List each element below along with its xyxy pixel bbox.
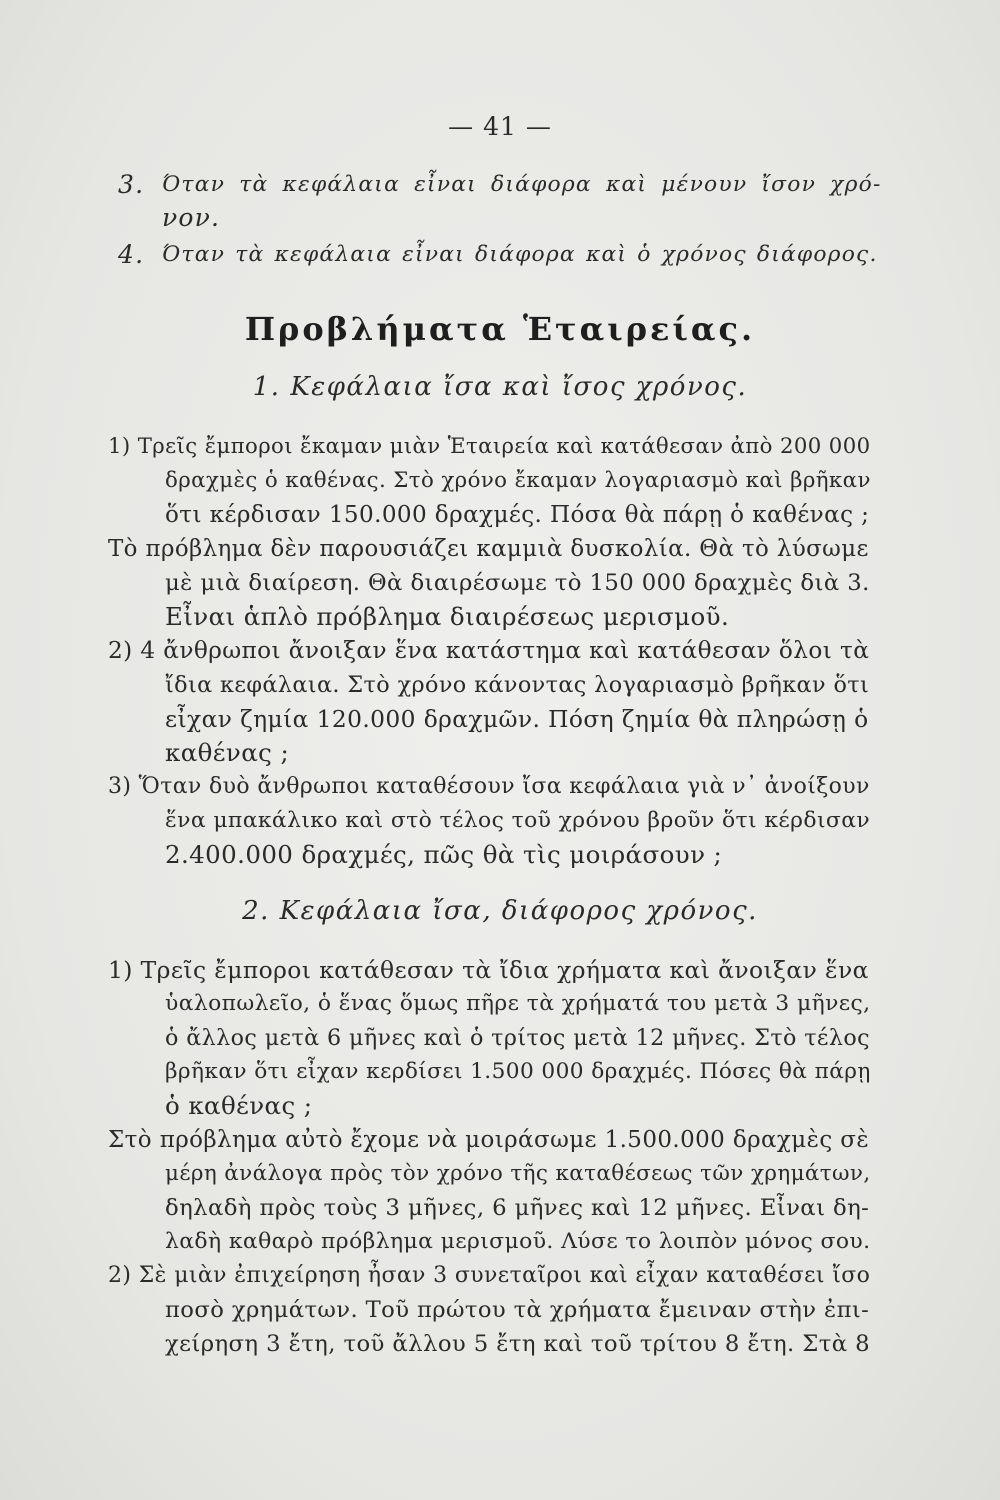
- text-line: 2) Σὲ μιὰν ἐπιχείρηση ἦσαν 3 συνεταῖροι καὶ εἶχαν καταθέσει ἴσο: [108, 1263, 871, 1288]
- text-line: 2) 4 ἄνθρωποι ἄνοιξαν ἕνα κατάστημα καὶ κατάθεσαν ὅλοι τὰ: [108, 637, 870, 664]
- list-item-3-line-1: Όταν τὰ κεφάλαια εἶναι διάφορα καὶ μένουν ἴσον χρό-: [162, 172, 882, 197]
- text-line: δηλαδὴ πρὸς τοὺς 3 μῆνες, 6 μῆνες καὶ 12 μῆνες. Εἶναι δη-: [165, 1195, 870, 1221]
- text-line: χείρηση 3 ἔτη, τοῦ ἄλλου 5 ἔτη καὶ τοῦ τρίτου 8 ἔτη. Στὰ 8: [165, 1331, 870, 1357]
- subsection-1-heading: 1. Κεφάλαια ἴσα καὶ ἴσος χρόνος.: [252, 372, 748, 402]
- text-line: ὑαλοπωλεῖο, ὁ ἕνας ὅμως πῆρε τὰ χρήματά του μετὰ 3 μῆνες,: [165, 991, 871, 1016]
- text-line: 3) Ὅταν δυὸ ἄνθρωποι καταθέσουν ἴσα κεφάλαια γιὰ ν᾿ ἀνοίξουν: [108, 774, 870, 799]
- text-line: 2.400.000 δραχμές, πῶς θὰ τὶς μοιράσουν ;: [165, 840, 723, 869]
- text-line: ὁ ἄλλος μετὰ 6 μῆνες καὶ ὁ τρίτος μετὰ 12 μῆνες. Στὸ τέλος: [165, 1025, 870, 1051]
- text-line: εἶχαν ζημία 120.000 δραχμῶν. Πόση ζημία θὰ πληρώσῃ ὁ: [165, 705, 869, 733]
- text-line: ἕνα μπακάλικο καὶ στὸ τέλος τοῦ χρόνου βροῦν ὅτι κέρδισαν: [165, 808, 871, 833]
- text-line: λαδὴ καθαρὸ πρόβλημα μερισμοῦ. Λύσε το λοιπὸν μόνος σου.: [165, 1229, 871, 1254]
- text-line: ποσὸ χρημάτων. Τοῦ πρώτου τὰ χρήματα ἔμειναν στὴν ἐπι-: [165, 1297, 870, 1323]
- text-line: δραχμὲς ὁ καθένας. Στὸ χρόνο ἔκαμαν λογαριασμὸ καὶ βρῆκαν: [165, 468, 871, 493]
- subsection-2-heading: 2. Κεφάλαια ἴσα, διάφορος χρόνος.: [242, 896, 758, 926]
- text-line: καθένας ;: [165, 738, 290, 767]
- list-item-4-number: 4.: [118, 240, 145, 269]
- text-line: Στὸ πρόβλημα αὐτὸ ἔχομε νὰ μοιράσωμε 1.500.000 δραχμὲς σὲ: [108, 1127, 870, 1153]
- text-line: μὲ μιὰ διαίρεση. Θὰ διαιρέσωμε τὸ 150 000 δραχμὲς διὰ 3.: [165, 570, 870, 596]
- section-title: Προβλήματα Ἑταιρείας.: [244, 310, 756, 348]
- text-line: Τὸ πρόβλημα δὲν παρουσιάζει καμμιὰ δυσκολία. Θὰ τὸ λύσωμε: [108, 536, 869, 562]
- list-item-3-line-2: νον.: [162, 203, 221, 232]
- text-line: ὁ καθένας ;: [165, 1091, 313, 1120]
- page-number: — 41 —: [448, 112, 552, 141]
- text-line: βρῆκαν ὅτι εἶχαν κερδίσει 1.500 000 δραχμές. Πόσες θὰ πάρῃ: [165, 1059, 871, 1084]
- text-line: 1) Τρεῖς ἔμποροι ἔκαμαν μιὰν Ἑταιρεία καὶ κατάθεσαν ἀπὸ 200 000: [108, 434, 871, 459]
- text-line: 1) Τρεῖς ἔμποροι κατάθεσαν τὰ ἴδια χρήματα καὶ ἄνοιξαν ἕνα: [108, 956, 869, 984]
- text-line: Εἶναι ἁπλὸ πρόβλημα διαιρέσεως μερισμοῦ.: [165, 602, 730, 631]
- text-line: μέρη ἀνάλογα πρὸς τὸν χρόνο τῆς καταθέσεως τῶν χρημάτων,: [165, 1161, 871, 1186]
- list-item-3-number: 3.: [118, 170, 145, 199]
- list-item-4-line-1: Όταν τὰ κεφάλαια εἶναι διάφορα καὶ ὁ χρόνος διάφορος.: [162, 242, 878, 267]
- text-line: ὅτι κέρδισαν 150.000 δραχμές. Πόσα θὰ πάρῃ ὁ καθένας ;: [165, 502, 870, 528]
- text-line: ἴδια κεφάλαια. Στὸ χρόνο κάνοντας λογαριασμὸ βρῆκαν ὅτι: [165, 672, 870, 698]
